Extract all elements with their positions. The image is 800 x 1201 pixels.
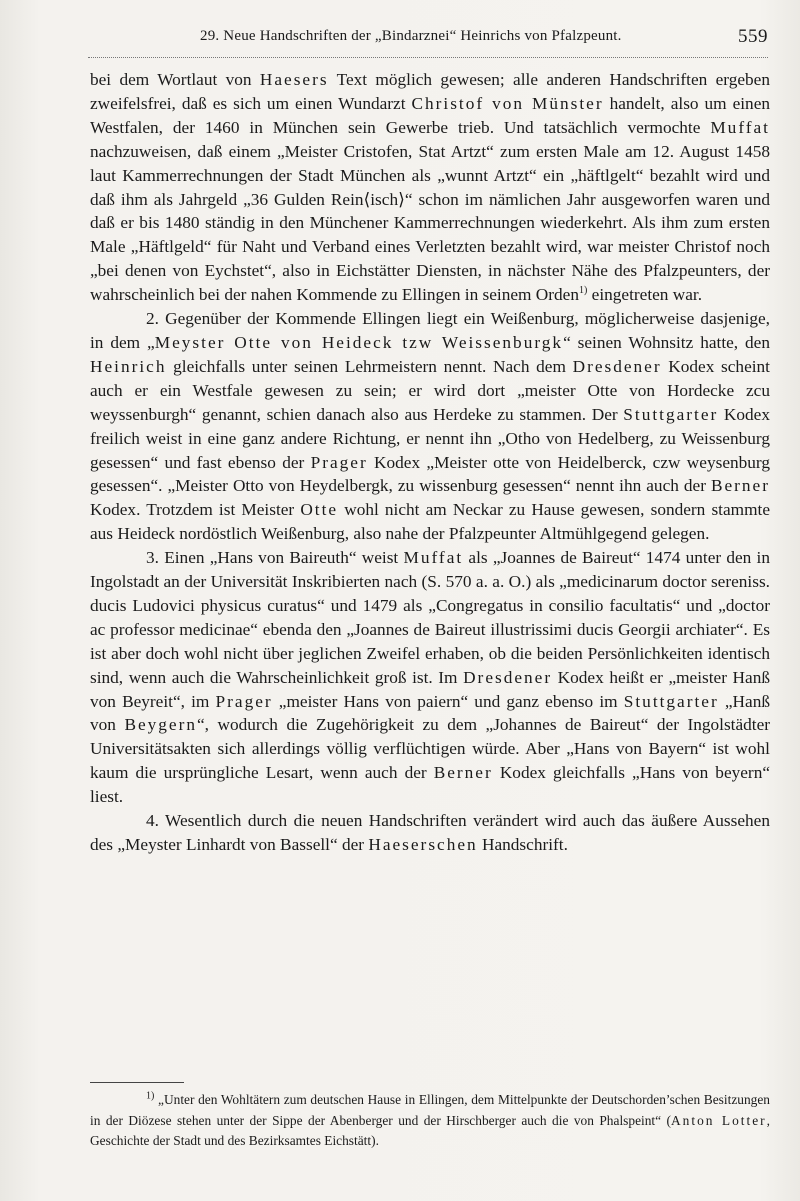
text-run: “, wodurch die Zugehörigkeit zu dem „Johannes de Baireut“ der Ingolstädter Universitätsakten sich allerdings völlig verflüchtigen würde. Aber „Hans von Bayern“ ist wohl kaum die ursprüngliche Lesart, wenn auch der <box>90 715 771 783</box>
running-title: 29. Neue Handschriften der „Bindarznei“ Heinrichs von Pfalzpeunt. <box>200 28 622 44</box>
spaced-name: Berner <box>433 763 493 783</box>
text-run: 2. Gegenüber der Kommende Ellingen liegt ein Weißenburg, möglicherweise dasjenige, in dem „ <box>90 309 770 352</box>
spaced-name: Muffat <box>710 117 770 137</box>
spaced-name: Anton Lotter <box>671 1112 767 1128</box>
text-run: bei dem Wortlaut von <box>90 70 260 89</box>
text-run: , Geschichte der Stadt und des Bezirksamtes Eichstätt). <box>90 1112 770 1148</box>
spaced-name: Haesers <box>259 70 329 89</box>
spaced-name: Dresdener <box>463 667 553 687</box>
text-run: Kodex gleichfalls „Hans von beyern“ liest. <box>90 763 770 807</box>
footnote <box>90 1090 770 1152</box>
spaced-name: Christof von Münster <box>411 93 604 113</box>
body-text <box>90 68 770 857</box>
spaced-name: Beygern <box>124 715 197 735</box>
text-run: „Unter den Wohltätern zum deutschen Hause in Ellingen, dem Mittelpunkte der Deutschorden’schen Besitzungen in der Diözese stehen unter der Sippe der Abenberger und der Hirschberger auch die von Phalspeint“ ( <box>90 1092 770 1128</box>
footnote-marker: 1) <box>579 285 588 297</box>
text-run: Kodex heißt er „meister Hanß von Beyreit“, im <box>90 667 770 711</box>
spaced-name: Berner <box>710 476 770 496</box>
text-run: wohl nicht am Neckar zu Hause gewesen, sondern stammte aus Heideck nordöstlich Weißenburg, also nahe der Pfalzpeunter Altmühlgegend gelegen. <box>90 500 771 544</box>
footnote-rule <box>90 1082 184 1083</box>
paragraph <box>90 307 770 546</box>
text-run: „meister Hans von paiern“ und ganz ebenso im <box>272 691 624 711</box>
text-run: “ seinen Wohnsitz hatte, den <box>563 332 770 352</box>
spaced-name: Dresdener <box>572 356 662 376</box>
text-run: handelt, also um einen Westfalen, der 1460 in München sein Gewerbe trieb. Und tatsächlich vermochte <box>90 93 770 137</box>
page-number: 559 <box>738 26 768 47</box>
spaced-name: Muffat <box>403 548 464 568</box>
paragraph <box>90 809 770 857</box>
text-run: „Hanß von <box>90 691 770 735</box>
text-run: Handschrift. <box>477 835 568 854</box>
text-run: als „Joannes de Baireut“ 1474 unter den in Ingolstadt an der Universität Inskribierten nach (S. 570 a. a. O.) als „medicinarum doctor sereniss. ducis Ludovici physicus curatus“ und 1479 als „Congregatus in consilio facultatis“ und „doctor ac professor medicinae“ ebenda den „Joannes de Baireut illustrissimi ducis Georgii archiater“. Es ist aber doch wohl nicht über jeglichen Zweifel erhaben, ob die beiden Persönlichkeiten identisch sind, wenn auch die Wahrscheinlichkeit groß ist. Im <box>90 548 770 687</box>
spaced-name: Prager <box>215 691 273 711</box>
header-rule <box>88 57 768 58</box>
spaced-name: Meyster Otte von Heideck tzw Weissenburgk <box>154 332 564 352</box>
text-run: Kodex freilich weist in eine ganz andere Richtung, er nennt ihn „Otho von Hedelberg, zu Weissenburg gesessen“ und fast ebenso der <box>90 404 770 472</box>
text-run: Kodex „Meister otte von Heidelberck, czw weysenburg gesessen“. „Meister Otto von Heydelbergk, zu wissenburg gesessen“ nennt ihn auch der <box>90 452 770 496</box>
paragraph <box>90 68 770 307</box>
spaced-name: Stuttgarter <box>623 404 719 424</box>
text-run: Text möglich gewesen; alle anderen Handschriften ergeben zweifelsfrei, daß es sich um einen Wundarzt <box>90 70 770 113</box>
running-head <box>88 20 768 54</box>
spaced-name: Prager <box>310 452 368 472</box>
footnote-marker: 1) <box>146 1090 155 1102</box>
spaced-name: Haeserschen <box>368 835 478 854</box>
text-run: Kodex. Trotzdem ist Meister <box>90 500 301 520</box>
text-run: nachzuweisen, daß einem „Meister Cristofen, Stat Artzt“ zum ersten Male am 12. August 1458 laut Kammerrechnungen der Stadt München als „wunnt Artzt“ ein „häftlgelt“ bezahlt wird und daß ihm als Jahrgeld „36 Gulden Rein⟨isch⟩“ schon im nämlichen Jahr ausgeworfen waren und daß er bis 1480 ständig in den Münchener Kammerrechnungen wiederkehrt. Als ihm zum ersten Male „Häftlgeld“ für Naht und Verband eines Verletzten bezahlt wird, war meister Christof noch „bei denen von Eychstet“, also in Eichstätter Diensten, in nächster Nähe des Pfalzpeunters, der wahrscheinlich bei der nahen Kommende zu Ellingen in seinem Orden <box>90 141 770 305</box>
paragraph <box>90 546 770 809</box>
text-run: 4. Wesentlich durch die neuen Handschriften verändert wird auch das äußere Aussehen des „Meyster Linhardt von Bassell“ der <box>90 811 770 854</box>
text-run: gleichfalls unter seinen Lehrmeistern nennt. Nach dem <box>166 356 573 376</box>
spaced-name: Heinrich <box>90 356 167 376</box>
text-run: 3. Einen „Hans von Baireuth“ weist <box>146 548 404 568</box>
text-run: Kodex scheint auch er ein Westfale gewesen zu sein; er wird dort „meister Otte von Hordecke zcu weyssenburgh“ genannt, schien danach also aus Herdeke zu stammen. Der <box>90 356 770 424</box>
text-run: eingetreten war. <box>587 285 703 305</box>
spaced-name: Otte <box>300 500 339 520</box>
spaced-name: Stuttgarter <box>623 691 719 711</box>
